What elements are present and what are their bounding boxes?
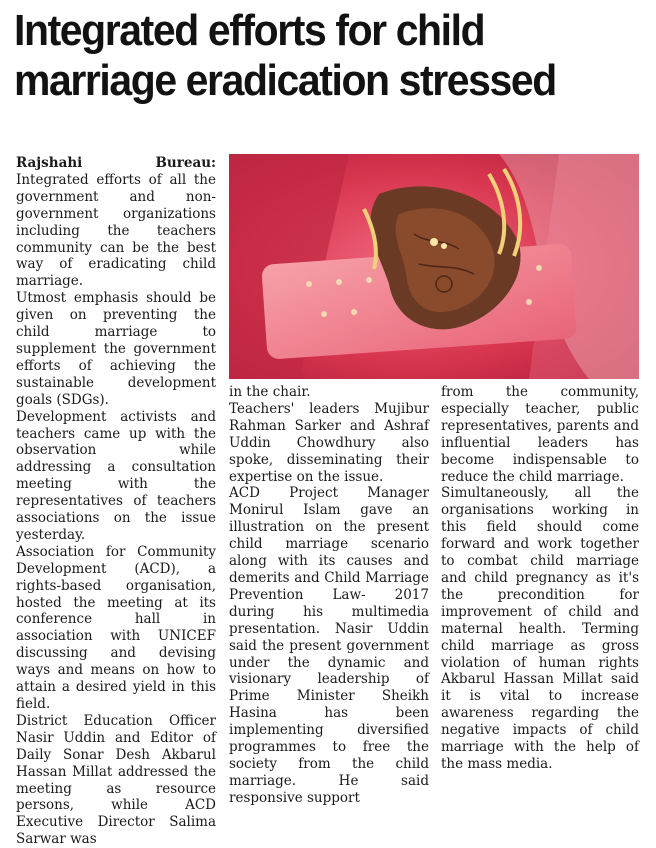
- headline: [14, 6, 598, 106]
- paragraph: from the community, especially teacher, public representatives, parents and influential leaders has become indispensable to reduce the child marriage.: [441, 384, 639, 485]
- paragraph: Rajshahi Bureau: Integrated efforts of all the government and non-government organizations including the teachers community can be the best way of eradicating child marriage.: [16, 155, 216, 290]
- paragraph: Utmost emphasis should be given on preventing the child marriage to supplement the government efforts of achieving the sustainable development goals (SDGs).: [16, 290, 216, 408]
- paragraph: in the chair.: [229, 384, 311, 400]
- paragraph: ACD Project Manager Monirul Islam gave an illustration on the present child marriage scenario along with its causes and demerits and Child Marriage Prevention Law- 2017 during his multimedia presentation. Nasir Uddin said the present government under the dynamic and visionary leadership of Prime Minister Sheikh Hasina has been implementing diversified programmes to free the society from the child marriage. He said responsive support: [229, 485, 429, 806]
- article-column-2: [229, 384, 429, 807]
- headline-line-2: marriage eradication stressed: [14, 56, 556, 105]
- paragraph: Association for Community Development (ACD), a rights-based organisation, hosted the meeting at its conference hall in association with UNICEF discussing and devising ways and means on how to attain a desired yield in this field.: [16, 543, 216, 712]
- bridal-hands-photo: [229, 154, 639, 379]
- article-column-1: [16, 155, 216, 848]
- paragraph: Development activists and teachers came up with the observation while addressing a consultation meeting with the representatives of teachers associations on the issue yesterday.: [16, 408, 216, 543]
- paragraph: District Education Officer Nasir Uddin and Editor of Daily Sonar Desh Akbarul Hassan Millat addressed the meeting as resource persons, while ACD Executive Director Salima Sarwar was: [16, 712, 216, 848]
- dateline: Rajshahi Bureau:: [16, 155, 216, 171]
- paragraph: Teachers' leaders Mujibur Rahman Sarker and Ashraf Uddin Chowdhury also spoke, disseminating their expertise on the issue.: [229, 400, 429, 485]
- paragraph: Simultaneously, all the organisations working in this field should come forward and work together to combat child marriage and child pregnancy as it's the precondition for improvement of child and maternal health. Terming child marriage as gross violation of human rights Akbarul Hassan Millat said it is vital to increase awareness regarding the negative impacts of child marriage with the help of the mass media.: [441, 485, 639, 772]
- headline-line-1: Integrated efforts for child: [14, 6, 485, 55]
- article-column-3: [441, 384, 639, 773]
